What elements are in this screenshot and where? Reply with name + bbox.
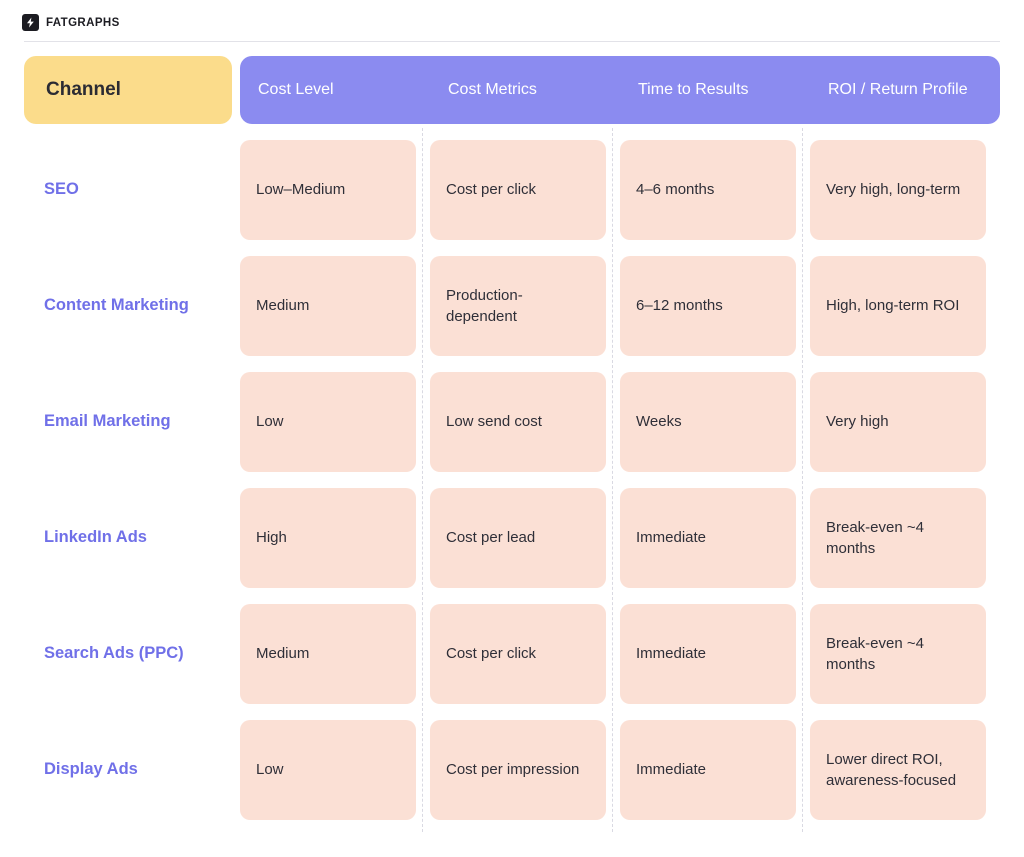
cell-value: High, long-term ROI bbox=[810, 256, 986, 356]
cell-value: Cost per impression bbox=[430, 720, 606, 820]
cell-value: Medium bbox=[240, 256, 416, 356]
cell-value: Very high bbox=[810, 372, 986, 472]
column-header-time-to-results bbox=[620, 56, 810, 124]
column-separator bbox=[802, 128, 803, 252]
cell-value: Lower direct ROI, awareness-focused bbox=[810, 720, 986, 820]
row-spacer bbox=[24, 124, 1000, 140]
cell-value: Medium bbox=[240, 604, 416, 704]
comparison-table-wrap bbox=[0, 42, 1024, 820]
cell-cost-metrics bbox=[430, 604, 620, 704]
column-header-time-to-results-label: Time to Results bbox=[620, 56, 810, 124]
cell-value: Low–Medium bbox=[240, 140, 416, 240]
cell-value: 6–12 months bbox=[620, 256, 796, 356]
column-header-channel bbox=[24, 56, 240, 124]
column-separator bbox=[802, 592, 803, 716]
cell-roi bbox=[810, 256, 1000, 356]
cell-cost-metrics bbox=[430, 720, 620, 820]
column-header-roi-label: ROI / Return Profile bbox=[810, 56, 1000, 124]
column-header-channel-label: Channel bbox=[24, 56, 232, 124]
cell-cost-metrics bbox=[430, 256, 620, 356]
cell-time-to-results bbox=[620, 488, 810, 588]
column-header-cost-level bbox=[240, 56, 430, 124]
channel-label: LinkedIn Ads bbox=[44, 528, 147, 547]
table-body bbox=[24, 124, 1000, 820]
cell-value: Very high, long-term bbox=[810, 140, 986, 240]
row-channel-email-marketing bbox=[24, 372, 240, 472]
column-separator bbox=[422, 592, 423, 716]
column-header-cost-level-label: Cost Level bbox=[240, 56, 430, 124]
cell-value: Immediate bbox=[620, 720, 796, 820]
cell-cost-level bbox=[240, 140, 430, 240]
column-separator bbox=[612, 128, 613, 252]
table-row bbox=[24, 140, 1000, 240]
cell-cost-level bbox=[240, 372, 430, 472]
column-separator bbox=[422, 476, 423, 600]
channel-label: Search Ads (PPC) bbox=[44, 644, 184, 663]
column-separator bbox=[422, 360, 423, 484]
row-channel-content-marketing bbox=[24, 256, 240, 356]
channel-label: Email Marketing bbox=[44, 412, 171, 431]
cell-value: Low send cost bbox=[430, 372, 606, 472]
cell-cost-level bbox=[240, 720, 430, 820]
row-spacer bbox=[24, 472, 1000, 488]
table-row bbox=[24, 720, 1000, 820]
brand-name: FATGRAPHS bbox=[46, 16, 120, 29]
cell-time-to-results bbox=[620, 140, 810, 240]
cell-time-to-results bbox=[620, 256, 810, 356]
table-row bbox=[24, 488, 1000, 588]
row-channel-display-ads bbox=[24, 720, 240, 820]
cell-roi bbox=[810, 488, 1000, 588]
column-separator bbox=[612, 360, 613, 484]
table-header-row bbox=[24, 56, 1000, 124]
cell-cost-metrics bbox=[430, 140, 620, 240]
cell-cost-level bbox=[240, 604, 430, 704]
channel-label: Display Ads bbox=[44, 760, 138, 779]
cell-value: 4–6 months bbox=[620, 140, 796, 240]
column-header-roi bbox=[810, 56, 1000, 124]
column-separator bbox=[802, 244, 803, 368]
table-row bbox=[24, 604, 1000, 704]
column-separator bbox=[612, 476, 613, 600]
column-separator bbox=[802, 360, 803, 484]
column-separator bbox=[422, 128, 423, 252]
cell-time-to-results bbox=[620, 720, 810, 820]
cell-value: Cost per lead bbox=[430, 488, 606, 588]
table-row bbox=[24, 256, 1000, 356]
column-separator bbox=[422, 244, 423, 368]
cell-value: Immediate bbox=[620, 488, 796, 588]
cell-time-to-results bbox=[620, 372, 810, 472]
brand-header bbox=[0, 0, 1024, 41]
cell-value: Cost per click bbox=[430, 140, 606, 240]
channel-label: SEO bbox=[44, 180, 79, 199]
cell-value: Low bbox=[240, 372, 416, 472]
channel-label: Content Marketing bbox=[44, 296, 189, 315]
row-spacer bbox=[24, 356, 1000, 372]
row-spacer bbox=[24, 704, 1000, 720]
cell-value: Low bbox=[240, 720, 416, 820]
column-header-cost-metrics-label: Cost Metrics bbox=[430, 56, 620, 124]
cell-value: Break-even ~4 months bbox=[810, 604, 986, 704]
column-separator bbox=[802, 476, 803, 600]
cell-roi bbox=[810, 372, 1000, 472]
cell-roi bbox=[810, 604, 1000, 704]
channel-comparison-table bbox=[24, 56, 1000, 820]
table-row bbox=[24, 372, 1000, 472]
row-channel-seo bbox=[24, 140, 240, 240]
column-header-cost-metrics bbox=[430, 56, 620, 124]
cell-cost-metrics bbox=[430, 488, 620, 588]
lightning-bolt-icon bbox=[22, 14, 39, 31]
cell-value: Cost per click bbox=[430, 604, 606, 704]
cell-cost-metrics bbox=[430, 372, 620, 472]
cell-value: Weeks bbox=[620, 372, 796, 472]
column-separator bbox=[612, 592, 613, 716]
cell-cost-level bbox=[240, 256, 430, 356]
column-separator bbox=[802, 708, 803, 832]
cell-value: High bbox=[240, 488, 416, 588]
row-channel-search-ads bbox=[24, 604, 240, 704]
row-spacer bbox=[24, 588, 1000, 604]
column-separator bbox=[612, 244, 613, 368]
column-separator bbox=[612, 708, 613, 832]
cell-value: Break-even ~4 months bbox=[810, 488, 986, 588]
cell-roi bbox=[810, 140, 1000, 240]
row-spacer bbox=[24, 240, 1000, 256]
cell-value: Production-dependent bbox=[430, 256, 606, 356]
cell-cost-level bbox=[240, 488, 430, 588]
cell-roi bbox=[810, 720, 1000, 820]
cell-time-to-results bbox=[620, 604, 810, 704]
cell-value: Immediate bbox=[620, 604, 796, 704]
column-separator bbox=[422, 708, 423, 832]
row-channel-linkedin-ads bbox=[24, 488, 240, 588]
